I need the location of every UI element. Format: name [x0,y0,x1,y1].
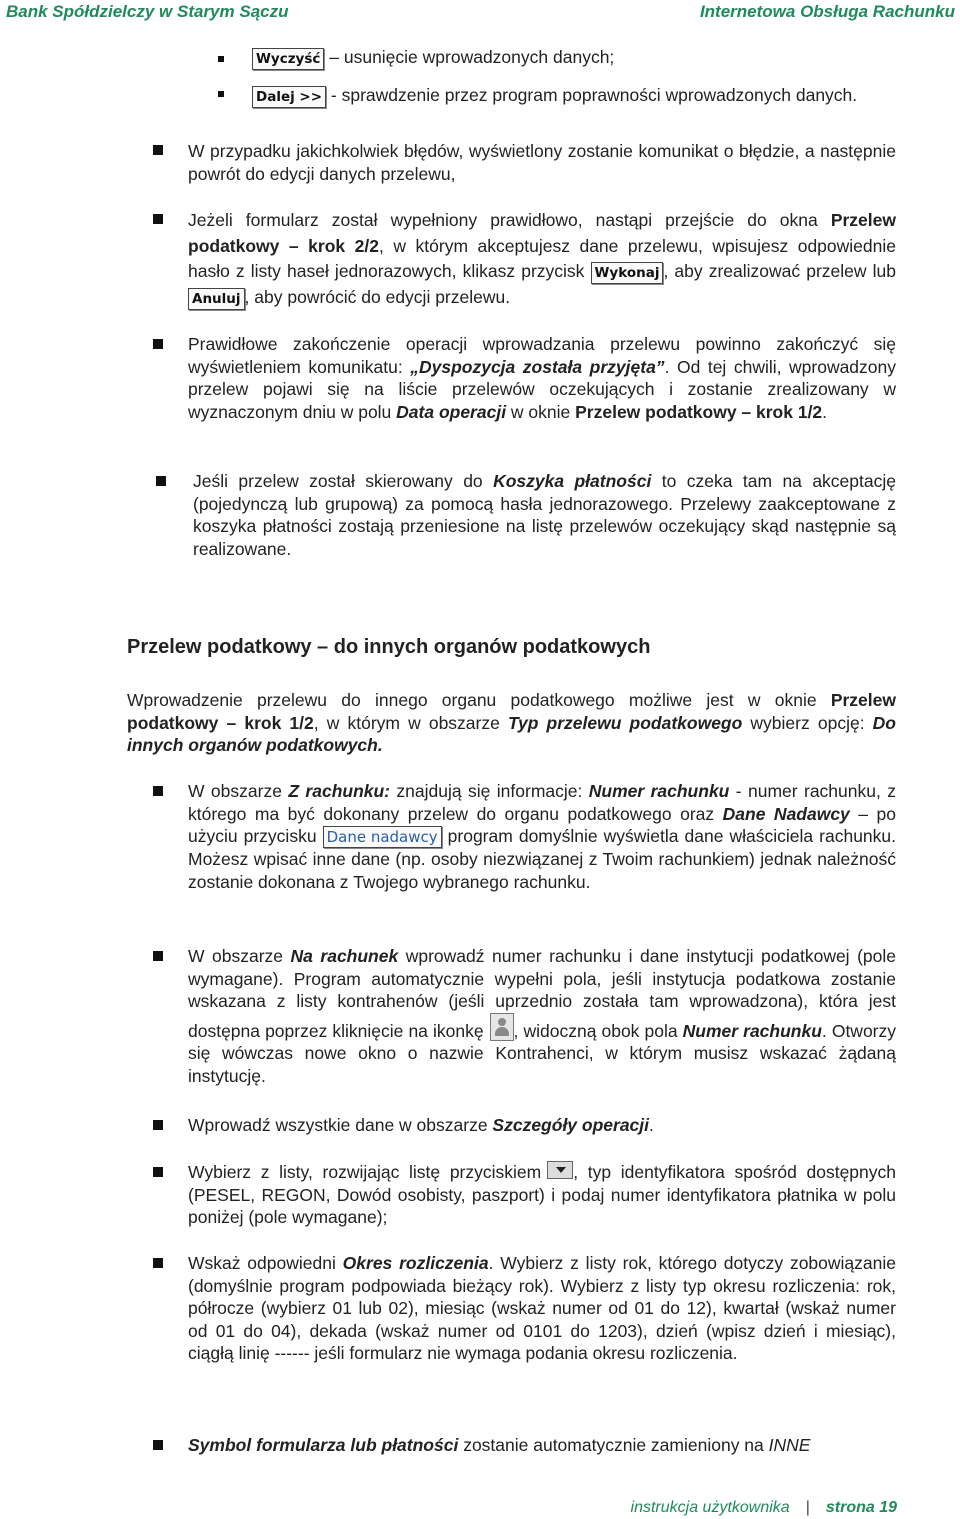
section-intro: Wprowadzenie przelewu do innego organu podatkowego możliwe jest w oknie Przelew podatkowy – krok 1/2, w którym w obszarze Typ przelewu podatkowego wybierz opcję: Do innych organów podatkowych. [127,690,896,756]
bullet-marker [153,339,163,349]
bullet-marker [156,476,166,486]
completion-paragraph: Prawidłowe zakończenie operacji wprowadzania przelewu powinno zakończyć się wyświetleniem komunikatu: „Dyspozycja została przyjęta”. Od tej chwili, wprowadzony przelew pojawi się na liście przelewów oczekujących i zostanie zrealizowany w wyznaczonym dniu w polu Data operacji w oknie Przelew podatkowy – krok 1/2. [188,334,897,422]
clear-item [252,46,896,70]
page-footer [631,1499,897,1517]
bullet-marker [153,786,163,796]
bullet-marker [153,145,163,155]
bullet-marker [153,951,163,961]
bullet-marker [218,56,224,62]
bullet-marker [153,1167,163,1177]
bullet-marker [153,214,163,224]
next-button[interactable]: Dalej >> [252,86,326,108]
footer-label: instrukcja użytkownika [630,1499,790,1516]
from-account-paragraph: W obszarze Z rachunku: znajdują się informacje: Numer rachunku - numer rachunku, z którego ma być dokonany przelew do organu podatkowego oraz Dane Nadawcy – po użyciu przycisku Dane nadawcy program domyślnie wyświetla dane właściciela rachunku. Możesz wpisać inne dane (np. osoby niezwiązanej z Twoim rachunkiem) jednak należność zostanie dokonana z Twojego wybranego rachunku. [188,781,897,892]
symbol-paragraph: Symbol formularza lub płatności zostanie automatycznie zamieniony na INNE [188,1435,811,1455]
bullet-marker [218,91,224,97]
contacts-icon[interactable] [490,1013,514,1041]
bullet-marker [153,1440,163,1450]
footer-separator: | [805,1499,810,1516]
clear-button[interactable]: Wyczyść [252,48,324,70]
success-step-paragraph: Jeżeli formularz został wypełniony prawidłowo, nastąpi przejście do okna Przelew podatkowy – krok 2/2, w którym akceptujesz dane przelewu, wpisujesz odpowiednie hasło z listy haseł jednorazowych, klikasz przycisk Wykonaj , aby zrealizować przelew lub Anuluj , aby powrócić do edycji przelewu. [188,208,896,310]
execute-button[interactable]: Wykonaj [591,262,664,284]
dropdown-arrow-icon[interactable] [547,1161,573,1179]
section-title: Przelew podatkowy – do innych organów podatkowych [127,636,651,658]
next-item [252,83,896,108]
header-service-name: Internetowa Obsługa Rachunku [699,2,955,21]
bullet-marker [153,1120,163,1130]
error-info-paragraph: W przypadku jakichkolwiek błędów, wyświetlony zostanie komunikat o błędzie, a następnie powrót do edycji danych przelewu, [188,141,896,184]
clear-description: – usunięcie wprowadzonych danych; [324,47,615,67]
basket-paragraph: Jeśli przelew został skierowany do Koszyka płatności to czeka tam na akceptację (pojedynczą lub grupową) za pomocą hasła jednorazowego. Przelewy zaakceptowane z koszyka płatności zostają przeniesione na listę przelewów oczekujący skąd następnie są realizowane. [193,471,896,559]
next-description: - sprawdzenie przez program poprawności wprowadzonych danych. [326,85,858,105]
details-paragraph: Wprowadź wszystkie dane w obszarze Szczegóły operacji. [188,1115,654,1135]
page-number: strona 19 [825,1499,897,1516]
to-account-paragraph: W obszarze Na rachunek wprowadź numer rachunku i dane instytucji podatkowej (pole wymagane). Program automatycznie wypełni pola, jeśli instytucja podatkowa zostanie wskazana z listy kontrahenów (jeśli uprzednio została tam wprowadzona), która jest dostępna poprzez kliknięcie na ikonkę , widoczną obok pola Numer rachunku. Otworzy się wówczas nowe okno o nazwie Kontrahenci, w którym musisz wskazać żądaną instytucję. [188,946,896,1086]
identifier-paragraph: Wybierz z listy, rozwijając listę przyciskiem , typ identyfikatora spośród dostępnych (PESEL, REGON, Dowód osobisty, paszport) i podaj numer identyfikatora płatnika w polu poniżej (pole wymagane); [188,1162,896,1228]
header-bank-name: Bank Spółdzielczy w Starym Sączu [6,2,289,21]
bullet-marker [153,1258,163,1268]
cancel-button[interactable]: Anuluj [188,288,245,310]
sender-data-button[interactable]: Dane nadawcy [323,826,442,848]
period-paragraph: Wskaż odpowiedni Okres rozliczenia. Wybierz z listy rok, którego dotyczy zobowiązanie (domyślnie program podpowiada bieżący rok). Wybierz z listy typ okresu rozliczenia: rok, półrocze (wybierz 01 lub 02), miesiąc (wskaż numer od 01 do 12), kwartał (wskaż numer od 01 do 04), dekada (wskaż numer od 0101 do 1203), dzień (wpisz dzień i miesiąc), ciągłą linię ------ jeśli formularz nie wymaga podania okresu rozliczenia. [188,1253,896,1364]
